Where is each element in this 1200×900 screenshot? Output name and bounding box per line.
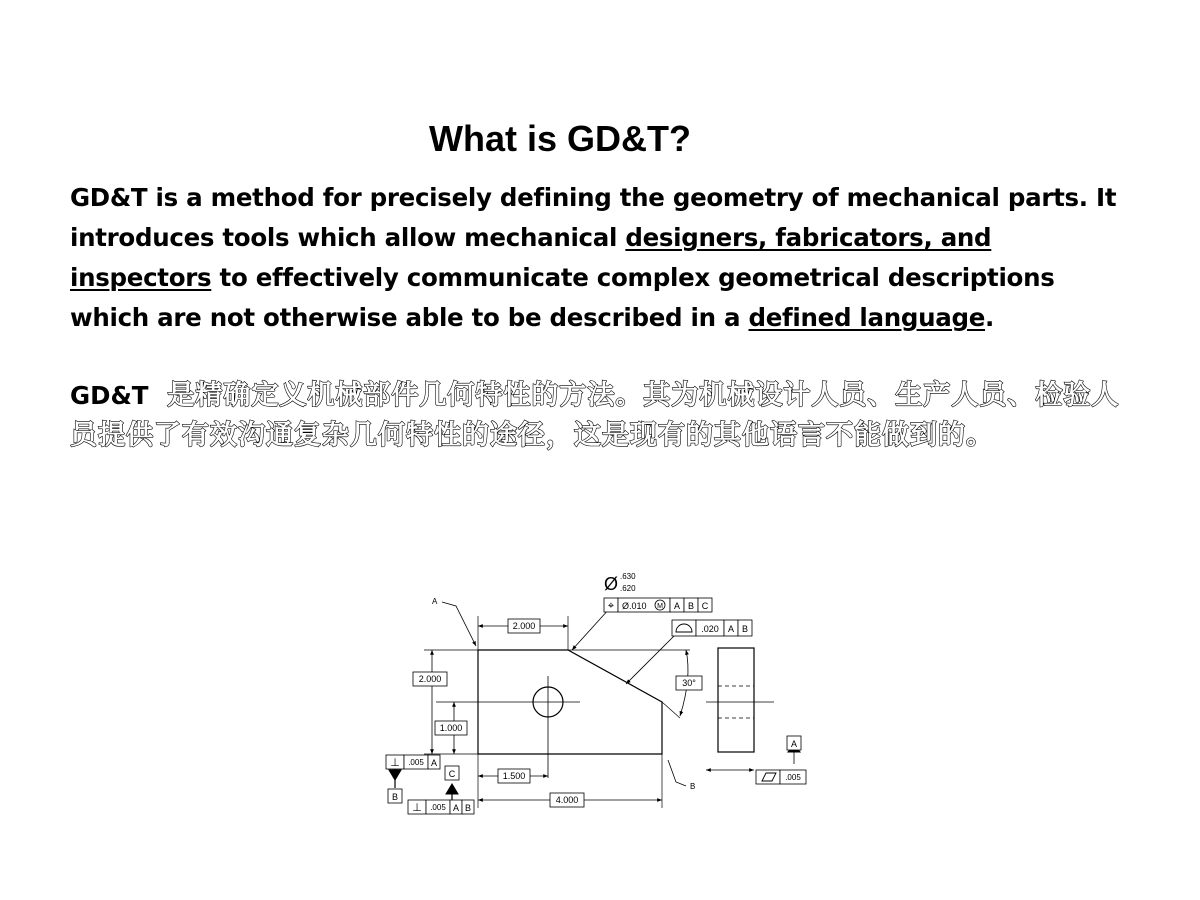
leader-a: A xyxy=(432,597,438,606)
svg-text:B: B xyxy=(687,601,695,611)
leader-b: B xyxy=(690,782,696,791)
designers-link-text: designers, fabricators, and inspectors xyxy=(70,223,992,292)
dim-width-top: 2.000 xyxy=(512,621,536,631)
definition-paragraph xyxy=(70,178,1130,338)
hole-dia-min: .620 xyxy=(620,584,636,593)
perpendicularity-icon: ⊥ xyxy=(412,802,422,814)
perpendicularity-icon: ⊥ xyxy=(390,757,400,769)
hole-dia-max: .630 xyxy=(620,572,636,581)
position-icon: ⌖ xyxy=(607,600,615,612)
svg-text:A: A xyxy=(430,758,438,768)
svg-text:B: B xyxy=(741,624,749,634)
flat-tol: .005 xyxy=(785,773,801,782)
defined-language-text: defined language xyxy=(748,303,986,332)
side-view xyxy=(718,648,754,752)
datum-c-label: C xyxy=(448,769,456,779)
dim-hole-x: 1.500 xyxy=(502,771,526,781)
angle-dim: 30° xyxy=(682,678,696,688)
dim-total-width: 4.000 xyxy=(555,795,579,805)
chinese-prefix: GD&T xyxy=(70,381,149,410)
perp-bottom-tol: .005 xyxy=(430,803,446,812)
diameter-icon: Ø xyxy=(604,574,619,594)
datum-a-label: A xyxy=(790,739,798,749)
datum-b-label: B xyxy=(391,792,399,802)
slide-title: What is GD&T? xyxy=(429,118,691,159)
definition-text-1: GD&T is a method for precisely defining the geometry of mechanical parts. It introduces tools which allow mechanical xyxy=(70,183,1117,252)
svg-text:C: C xyxy=(701,601,709,611)
chinese-text: 是精确定义机械部件几何特性的方法。其为机械设计人员、生产人员、检验人员提供了有效沟通复杂几何特性的途径，这是现有的其他语言不能做到的。 xyxy=(70,380,1120,451)
svg-text:A: A xyxy=(673,601,681,611)
perp-left-tol: .005 xyxy=(408,758,424,767)
dim-height: 2.000 xyxy=(418,674,442,684)
dim-hole-y: 1.000 xyxy=(439,723,463,733)
definition-text-2: to effectively communicate complex geometrical descriptions which are not otherwise able to be described in a xyxy=(70,263,1055,332)
gdt-drawing xyxy=(380,568,840,818)
svg-text:M: M xyxy=(657,603,663,610)
chinese-paragraph xyxy=(70,376,1130,456)
definition-text-3: . xyxy=(985,303,995,332)
svg-text:A: A xyxy=(452,803,460,813)
profile-tol: .020 xyxy=(701,624,719,634)
svg-text:B: B xyxy=(464,803,472,813)
svg-text:A: A xyxy=(727,624,735,634)
hole-fcf-tol: Ø.010 xyxy=(622,601,647,611)
